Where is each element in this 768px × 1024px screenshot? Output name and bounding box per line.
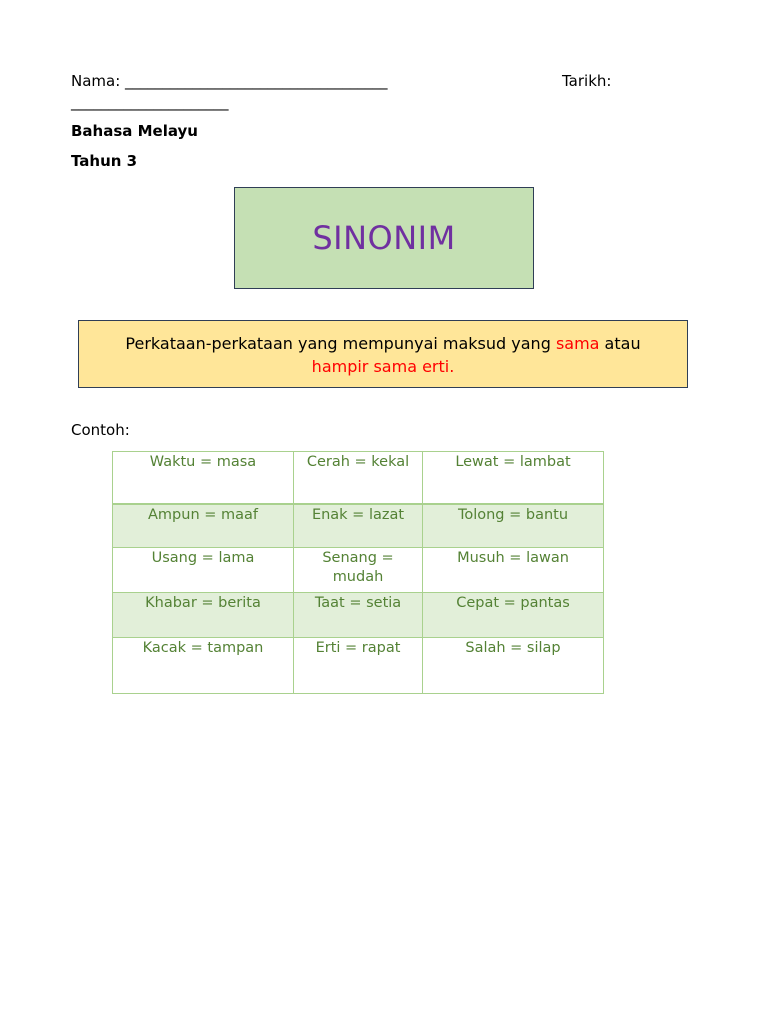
- table-row: [113, 593, 604, 638]
- synonym-table: [112, 451, 604, 694]
- subject-title: Bahasa Melayu: [71, 122, 198, 140]
- name-label: Nama:: [71, 72, 121, 90]
- synonym-cell: Salah = silap: [423, 638, 604, 694]
- synonym-cell: Enak = lazat: [294, 504, 423, 548]
- synonym-cell: Taat = setia: [294, 593, 423, 638]
- synonym-cell: Lewat = lambat: [423, 452, 604, 504]
- synonym-cell: Musuh = lawan: [423, 548, 604, 593]
- synonym-cell: Cepat = pantas: [423, 593, 604, 638]
- definition-text: Perkataan-perkataan yang mempunyai maksud yang: [125, 334, 556, 353]
- synonym-cell: Waktu = masa: [113, 452, 294, 504]
- synonym-cell: Usang = lama: [113, 548, 294, 593]
- name-blank-line[interactable]: ___________________________________: [125, 72, 388, 90]
- synonym-cell: Kacak = tampan: [113, 638, 294, 694]
- definition-highlight-same: sama: [555, 334, 600, 353]
- synonym-cell: Khabar = berita: [113, 593, 294, 638]
- table-row: [113, 638, 604, 694]
- date-blank-line[interactable]: _____________________: [71, 93, 229, 111]
- definition-highlight-similar: hampir sama erti.: [311, 357, 455, 376]
- date-label: Tarikh:: [562, 72, 612, 90]
- table-row: [113, 452, 604, 504]
- title-box: [234, 187, 534, 289]
- synonym-cell: Ampun = maaf: [113, 504, 294, 548]
- synonym-cell: Tolong = bantu: [423, 504, 604, 548]
- table-row: [113, 504, 604, 548]
- table-row: [113, 548, 604, 593]
- page-title: SINONIM: [312, 219, 456, 257]
- definition-text-or: atau: [599, 334, 641, 353]
- synonym-cell: Senang = mudah: [294, 548, 423, 593]
- definition-box: [78, 320, 688, 388]
- synonym-cell: Cerah = kekal: [294, 452, 423, 504]
- synonym-cell: Erti = rapat: [294, 638, 423, 694]
- example-label: Contoh:: [71, 421, 130, 439]
- year-title: Tahun 3: [71, 152, 138, 170]
